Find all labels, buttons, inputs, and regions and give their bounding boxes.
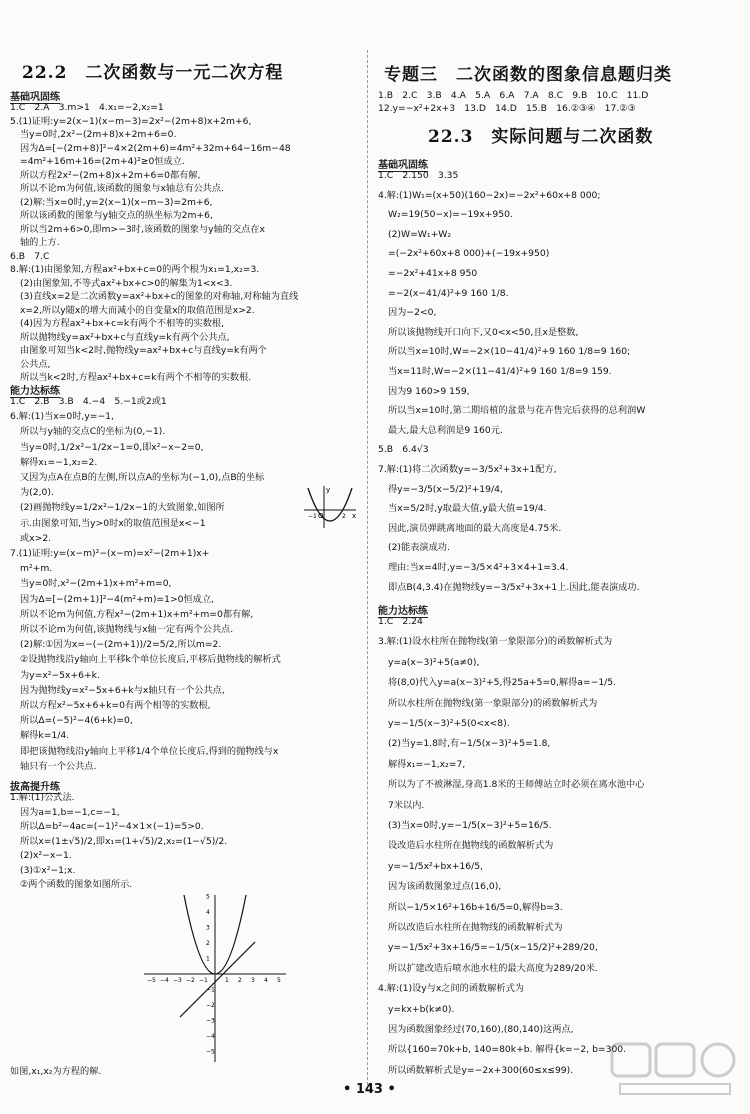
text-line: 6.B 7.C <box>10 250 50 262</box>
text-line: 1.C 2.150 3.35 <box>378 170 459 181</box>
text-line: 又因为点A在点B的左侧,所以点A的坐标为(−1,0),点B的坐标 <box>20 472 265 483</box>
text-line: 解得k=1/4. <box>20 730 70 742</box>
text-line: 所以不论m为何值,方程x²−(2m+1)x+m²+m=0都有解, <box>20 608 254 620</box>
right-title-2: 22.3 实际问题与二次函数 <box>428 127 654 147</box>
right-section-ability: 能力达标练 <box>378 602 428 618</box>
text-line: 因为9 160>9 159, <box>388 385 470 397</box>
page-number: • 143 • <box>343 1082 396 1097</box>
x-tick-label: −3 <box>173 977 182 984</box>
text-line: 所以抛物线y=ax²+bx+c与直线y=k有两个公共点, <box>20 331 230 343</box>
y-tick-label: 2 <box>206 940 210 947</box>
text-line: (2)解:当x=0时,y=2(x−1)(x−m−3)=2m+6, <box>20 196 213 208</box>
text-line: 所以不论m为何值,该抛物线与x轴一定有两个公共点. <box>20 624 234 635</box>
text-line: 1.C 2.A 3.m>1 4.x₁=−2,x₂=1 <box>10 102 164 113</box>
y-tick-label: −1 <box>206 986 215 994</box>
text-line: (3)①x²−1;x. <box>20 864 76 876</box>
text-line: y=a(x−3)²+5(a≠0), <box>388 656 480 668</box>
text-line: y=−1/5x²+bx+16/5, <box>388 860 483 872</box>
text-line: 1.B 2.C 3.B 4.A 5.A 6.A 7.A 8.C 9.B 10.C 11.D <box>378 90 649 101</box>
text-line: 因为Δ=[−(2m+8)]²−4×2(2m+6)=4m²+32m+64−16m−48 <box>20 142 291 154</box>
x-tick-label: −2 <box>186 977 195 984</box>
text-line: 当y=0时,1/2x²−1/2x−1=0,即x²−x−2=0, <box>20 441 204 453</box>
text-line: 因为该函数图象过点(16,0), <box>388 881 502 893</box>
text-line: 6.解:(1)当x=0时,y=−1, <box>10 411 114 423</box>
text-line: 得y=−3/5(x−5/2)²+19/4, <box>388 483 503 495</box>
text-line: 所以当x=10时,第二期培植的盆景与花卉售完后获得的总利润W <box>388 405 646 417</box>
text-line: 当x=5/2时,y取最大值,y最大值=19/4. <box>388 503 547 515</box>
watermark-logo <box>610 1040 740 1100</box>
y-tick-label: −5 <box>206 1048 215 1056</box>
text-line: (3)当x=0时,y=−1/5(x−3)²+5=16/5. <box>388 820 552 831</box>
text-line: 8.解:(1)由图象知,方程ax²+bx+c=0的两个根为x₁=1,x₂=3. <box>10 264 260 275</box>
text-line: 1.解:(1)公式法. <box>10 792 75 803</box>
text-line: 所以Δ=(−5)²−4(6+k)=0, <box>20 715 133 727</box>
text-line: (3)直线x=2是二次函数y=ax²+bx+c的图象的对称轴,对称轴为直线 <box>20 291 299 302</box>
text-line: 4.解:(1)设y与x之间的函数解析式为 <box>378 983 524 995</box>
y-tick-label: 1 <box>206 955 210 963</box>
text-line: (2)解:①因为x=−(−(2m+1))/2=5/2,所以m=2. <box>20 639 222 651</box>
column-divider <box>367 50 368 1090</box>
text-line: y=−1/5x²+3x+16/5=−1/5(x−15/2)²+289/20, <box>388 942 598 954</box>
text-line: 将(8,0)代入y=a(x−3)²+5,得25a+5=0,解得a=−1/5. <box>388 677 617 689</box>
x-tick-label: 2 <box>238 977 242 984</box>
text-line: 即点B(4,3.4)在抛物线y=−3/5x²+3x+1上.因此,能表演成功. <box>388 581 640 593</box>
text-line: 7.解:(1)将二次函数y=−3/5x²+3x+1配方, <box>378 464 557 475</box>
text-line: 7.(1)证明:y=(x−m)²−(x−m)=x²−(2m+1)x+ <box>10 548 210 559</box>
text-line: 1.C 2.24 <box>378 616 423 627</box>
text-line: 示.由图象可知,当y>0时x的取值范围是x<−1 <box>20 517 206 529</box>
text-line: 所以当x=10时,W=−2×(10−41/4)²+9 160 1/8=9 160; <box>388 346 631 358</box>
text-line: 所以水柱所在抛物线(第一象限部分)的函数解析式为 <box>388 697 598 709</box>
text-line: y=kx+b(k≠0). <box>388 1003 455 1015</box>
small-graph-2-label: 2 <box>342 513 346 520</box>
text-line: 3.解:(1)设水柱所在抛物线(第一象限部分)的函数解析式为 <box>378 636 613 648</box>
x-tick-label: −4 <box>160 977 169 984</box>
text-line: 理由:当x=4时,y=−3/5×4²+3×4+1=3.4. <box>388 562 569 573</box>
x-tick-label: 4 <box>264 977 268 984</box>
text-line: (2)当y=1.8时,有−1/5(x−3)²+5=1.8, <box>388 738 551 750</box>
text-line: 4.解:(1)W₁=(x+50)(160−2x)=−2x²+60x+8 000; <box>378 189 601 201</box>
text-line: 为(2,0). <box>20 487 54 499</box>
small-graph-neg1-label: −1 <box>308 513 317 520</box>
text-line: x=2,所以y随x的增大而减小的自变量x的取值范围是x>2. <box>20 304 255 316</box>
x-tick-label: 3 <box>251 977 255 984</box>
text-line: 所以函数解析式是y=−2x+300(60≤x≤99). <box>388 1064 574 1076</box>
y-tick-label: −4 <box>206 1033 215 1040</box>
function-graph <box>140 892 290 1064</box>
left-title: 22.2 二次函数与一元二次方程 <box>22 63 284 83</box>
text-line: 当x=11时,W=−2×(11−41/4)²+9 160 1/8=9 159. <box>388 366 612 377</box>
text-line: 12.y=−x²+2x+3 13.D 14.D 15.B 16.②③④ 17.②③ <box>378 102 636 114</box>
text-line: 当y=0时,x²−(2m+1)x+m²+m=0, <box>20 578 172 590</box>
text-line: =−2x²+41x+8 950 <box>388 268 478 279</box>
text-line: ②设抛物线沿y轴向上平移k个单位长度后,平移后抛物线的解析式 <box>20 654 281 666</box>
text-line: 所以Δ=b²−4ac=(−1)²−4×1×(−1)=5>0. <box>20 821 204 832</box>
text-line: 最大,最大总利润是9 160元. <box>388 424 503 436</box>
y-tick-label: 3 <box>206 924 210 932</box>
x-tick-label: −1 <box>199 977 208 984</box>
text-line: 轴只有一个公共点. <box>20 760 97 772</box>
small-graph-x-label: x <box>352 512 357 520</box>
text-line: 因为函数图象经过(70,160),(80,140)这两点, <box>388 1024 574 1035</box>
text-line: 所以−1/5×16²+16b+16/5=0,解得b=3. <box>388 901 563 913</box>
text-line: 所以当2m+6>0,即m>−3时,该函数的图象与y轴的交点在x <box>20 223 265 235</box>
text-line: (2)画抛物线y=1/2x²−1/2x−1的大致图象,如图所 <box>20 502 225 514</box>
text-line: (2)能表演成功. <box>388 542 450 554</box>
left-section-ability: 能力达标练 <box>10 382 60 398</box>
text-line: 或x>2. <box>20 532 52 544</box>
text-line: 解得x₁=−1,x₂=7, <box>388 758 466 770</box>
text-line: 公共点, <box>20 358 51 370</box>
text-line: y=−1/5(x−3)²+5(0<x<8). <box>388 718 510 729</box>
text-line: 轴的上方. <box>20 237 60 248</box>
text-line: (2)W=W₁+W₂ <box>388 228 452 240</box>
left-section-extend: 拔高提升练 <box>10 778 60 794</box>
text-line: 所以与y轴的交点C的坐标为(0,−1). <box>20 426 166 438</box>
text-line: 所以x=(1±√5)/2,即x₁=(1+√5)/2,x₂=(1−√5)/2. <box>20 835 228 847</box>
text-line: 所以当k<2时,方程ax²+bx+c=k有两个不相等的实数根. <box>20 372 252 383</box>
text-line: 由图象可知当k<2时,抛物线y=ax²+bx+c与直线y=k有两个 <box>20 345 267 356</box>
text-line: 因为Δ=[−(2m+1)]²−4(m²+m)=1>0恒成立, <box>20 593 214 605</box>
text-line: 当y=0时,2x²−(2m+8)x+2m+6=0. <box>20 129 177 140</box>
text-line: 解得x₁=−1,x₂=2. <box>20 456 98 468</box>
text-line: 5.(1)证明:y=2(x−1)(x−m−3)=2x²−(2m+8)x+2m+6, <box>10 115 252 127</box>
text-line: ②两个函数的图象如图所示. <box>20 879 133 890</box>
y-tick-label: −3 <box>206 1017 215 1025</box>
text-line: 因此,演员弹跳离地面的最大高度是4.75米. <box>388 522 562 534</box>
text-line: 5.B 6.4√3 <box>378 444 429 456</box>
text-line: W₂=19(50−x)=−19x+950. <box>388 209 513 221</box>
text-line: 因为抛物线y=x²−5x+6+k与x轴只有一个公共点, <box>20 684 225 696</box>
right-section-basic: 基础巩固练 <box>378 156 428 172</box>
text-line: 所以该抛物线开口向下,又0<x<50,且x是整数, <box>388 326 579 338</box>
text-line: 7米以内. <box>388 799 425 811</box>
text-line: 因为a=1,b=−1,c=−1, <box>20 806 120 818</box>
right-title: 专题三 二次函数的图象信息题归类 <box>384 65 672 85</box>
text-line: 为y=x²−5x+6+k. <box>20 669 100 681</box>
text-line: =−2(x−41/4)²+9 160 1/8. <box>388 287 509 299</box>
text-line: 所以扩建改造后喷水池水柱的最大高度为289/20米. <box>388 962 598 974</box>
y-tick-label: −2 <box>206 1002 215 1009</box>
graph-caption: 如图,x₁,x₂为方程的解. <box>10 1066 102 1077</box>
small-graph-origin-label: O <box>318 512 324 520</box>
small-graph-y-label: y <box>326 486 331 494</box>
y-tick-label: 4 <box>206 909 210 916</box>
text-line: 所以该函数的图象与y轴交点的纵坐标为2m+6, <box>20 210 213 221</box>
text-line: 所以{160=70k+b, 140=80k+b. 解得{k=−2, b=300. <box>388 1044 627 1056</box>
y-tick-label: 5 <box>206 893 210 901</box>
text-line: 所以改造后水柱所在抛物线的函数解析式为 <box>388 922 563 933</box>
text-line: 设改造后水柱所在抛物线的函数解析式为 <box>388 840 554 852</box>
text-line: 所以方程2x²−(2m+8)x+2m+6=0都有解, <box>20 169 201 181</box>
text-line: =4m²+16m+16=(2m+4)²≥0恒成立. <box>20 156 185 167</box>
text-line: m²+m. <box>20 563 53 575</box>
text-line: (2)由图象知,不等式ax²+bx+c>0的解集为1<x<3. <box>20 277 233 289</box>
x-tick-label: 1 <box>225 977 229 984</box>
text-line: (4)因为方程ax²+bx+c=k有两个不相等的实数根, <box>20 318 225 329</box>
text-line: =(−2x²+60x+8 000)+(−19x+950) <box>388 248 550 260</box>
text-line: 所以不论m为何值,该函数的图象与x轴总有公共点. <box>20 183 224 194</box>
text-line: 1.C 2.B 3.B 4.−4 5.−1或2或1 <box>10 396 167 407</box>
text-line: 所以为了不被淋湿,身高1.8米的王师傅站立时必须在离水池中心 <box>388 779 645 791</box>
text-line: (2)x²−x−1. <box>20 850 72 861</box>
x-tick-label: −5 <box>147 977 156 984</box>
left-section-basic: 基础巩固练 <box>10 88 60 104</box>
text-line: 因为−2<0, <box>388 307 437 319</box>
text-line: 所以方程x²−5x+6+k=0有两个相等的实数根, <box>20 700 211 711</box>
x-tick-label: 5 <box>277 977 281 984</box>
text-line: 即把该抛物线沿y轴向上平移1/4个单位长度后,得到的抛物线与x <box>20 745 279 757</box>
small-parabola-graph <box>302 484 358 530</box>
